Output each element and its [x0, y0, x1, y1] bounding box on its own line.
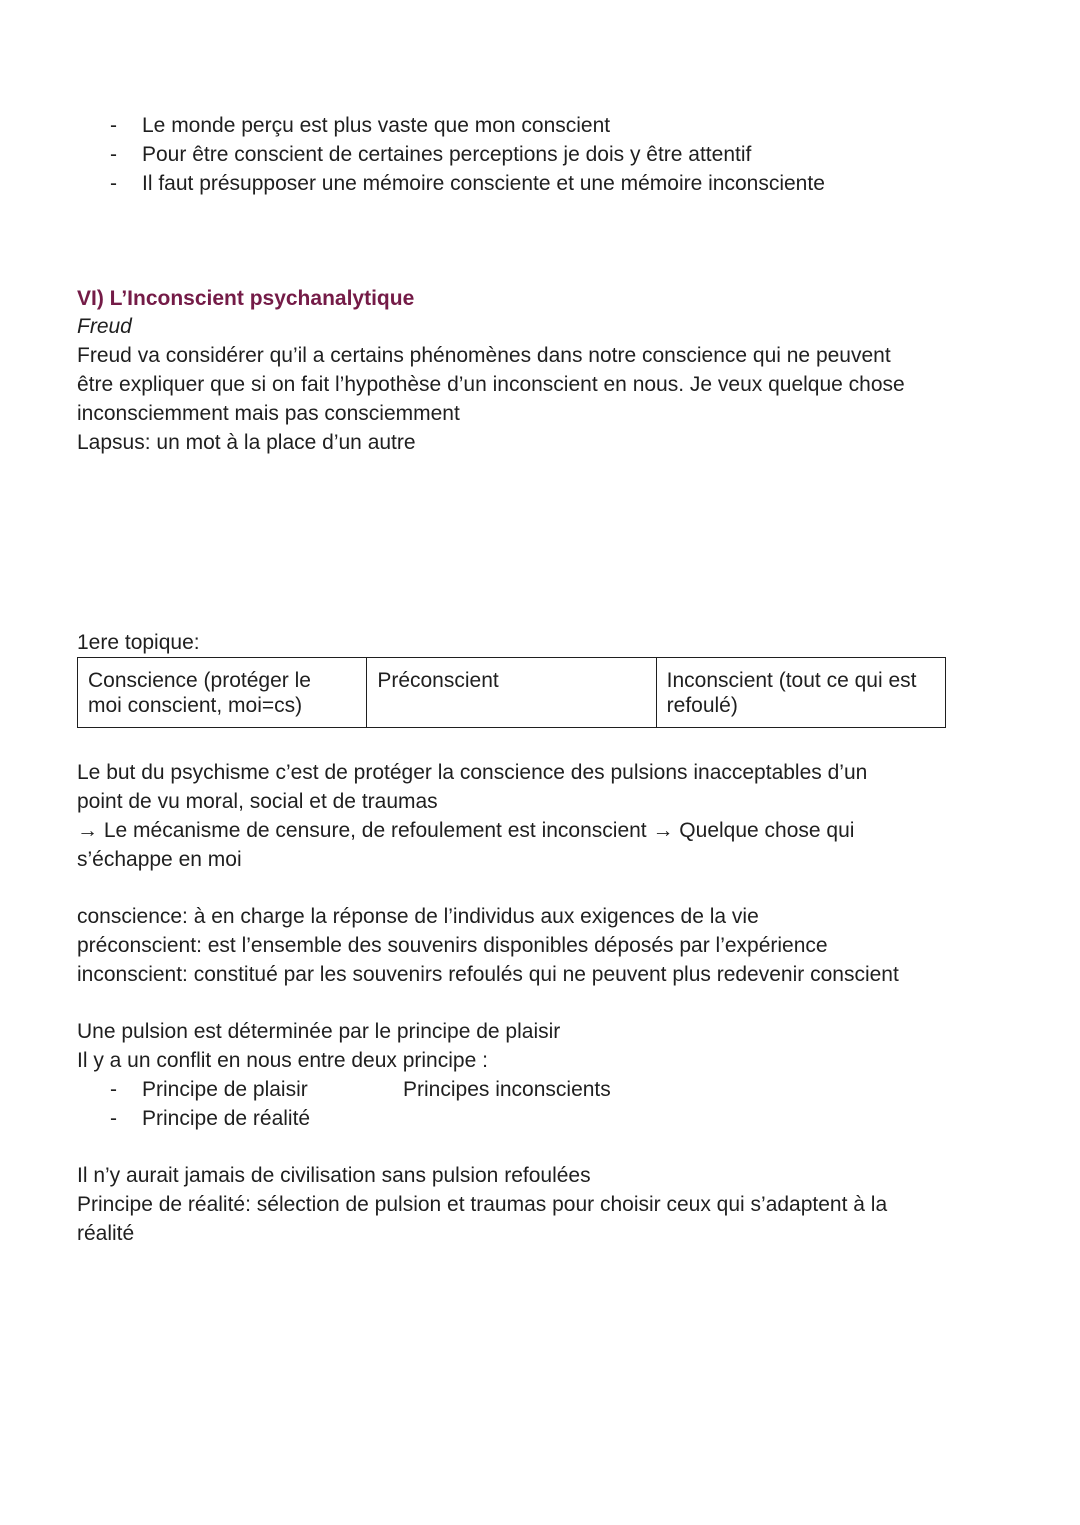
cell-line: Conscience (protéger le [88, 669, 311, 692]
cell-line: Préconscient [377, 669, 499, 692]
bullet-dash: - [110, 114, 117, 137]
paragraph-line: Il n’y aurait jamais de civilisation sans pulsion refoulées [77, 1164, 591, 1187]
paragraph-line: être expliquer que si on fait l’hypothèse d’un inconscient en nous. Je veux quelque chose [77, 373, 905, 396]
section-author: Freud [77, 315, 132, 338]
list-item: Principe de plaisir [142, 1078, 308, 1101]
paragraph-line: Freud va considérer qu’il a certains phénomènes dans notre conscience qui ne peuvent [77, 344, 891, 367]
table-cell-inconscient [656, 658, 945, 728]
table-cell-preconscient [367, 658, 656, 728]
bullet-dash: - [110, 1107, 117, 1130]
table-cell-conscience [78, 658, 367, 728]
topique-table [77, 657, 946, 728]
paragraph-line: réalité [77, 1222, 135, 1245]
cell-line: refoulé) [666, 694, 738, 717]
list-item: Principe de réalité [142, 1107, 311, 1130]
list-item: Le monde perçu est plus vaste que mon conscient [142, 114, 611, 137]
section-heading: VI) L’Inconscient psychanalytique [77, 287, 415, 310]
paragraph-line: Une pulsion est déterminée par le principe de plaisir [77, 1020, 561, 1043]
cell-line: Inconscient (tout ce qui est [666, 669, 917, 692]
list-item: Pour être conscient de certaines perceptions je dois y être attentif [142, 143, 752, 166]
topique-label: 1ere topique: [77, 631, 200, 654]
paragraph-line: s’échappe en moi [77, 848, 242, 871]
paragraph-line: Le but du psychisme c’est de protéger la conscience des pulsions inacceptables d’un [77, 761, 868, 784]
paragraph-line: Il y a un conflit en nous entre deux principe : [77, 1049, 488, 1072]
paragraph-line: inconsciemment mais pas consciemment [77, 402, 460, 425]
table-row [78, 658, 946, 728]
paragraph-line: → Le mécanisme de censure, de refoulement est inconscient → Quelque chose qui [77, 819, 855, 842]
principes-side-note: Principes inconscients [403, 1078, 611, 1101]
definition-line: inconscient: constitué par les souvenirs refoulés qui ne peuvent plus redevenir conscient [77, 963, 899, 986]
paragraph-line: Lapsus: un mot à la place d’un autre [77, 431, 416, 454]
paragraph-line: point de vu moral, social et de traumas [77, 790, 438, 813]
list-item: Il faut présupposer une mémoire consciente et une mémoire inconsciente [142, 172, 825, 195]
bullet-dash: - [110, 143, 117, 166]
paragraph-line: Principe de réalité: sélection de pulsion et traumas pour choisir ceux qui s’adaptent à la [77, 1193, 888, 1216]
bullet-dash: - [110, 1078, 117, 1101]
definition-line: préconscient: est l’ensemble des souvenirs disponibles déposés par l’expérience [77, 934, 828, 957]
definition-line: conscience: à en charge la réponse de l’individus aux exigences de la vie [77, 905, 759, 928]
bullet-dash: - [110, 172, 117, 195]
cell-line: moi conscient, moi=cs) [88, 694, 303, 717]
